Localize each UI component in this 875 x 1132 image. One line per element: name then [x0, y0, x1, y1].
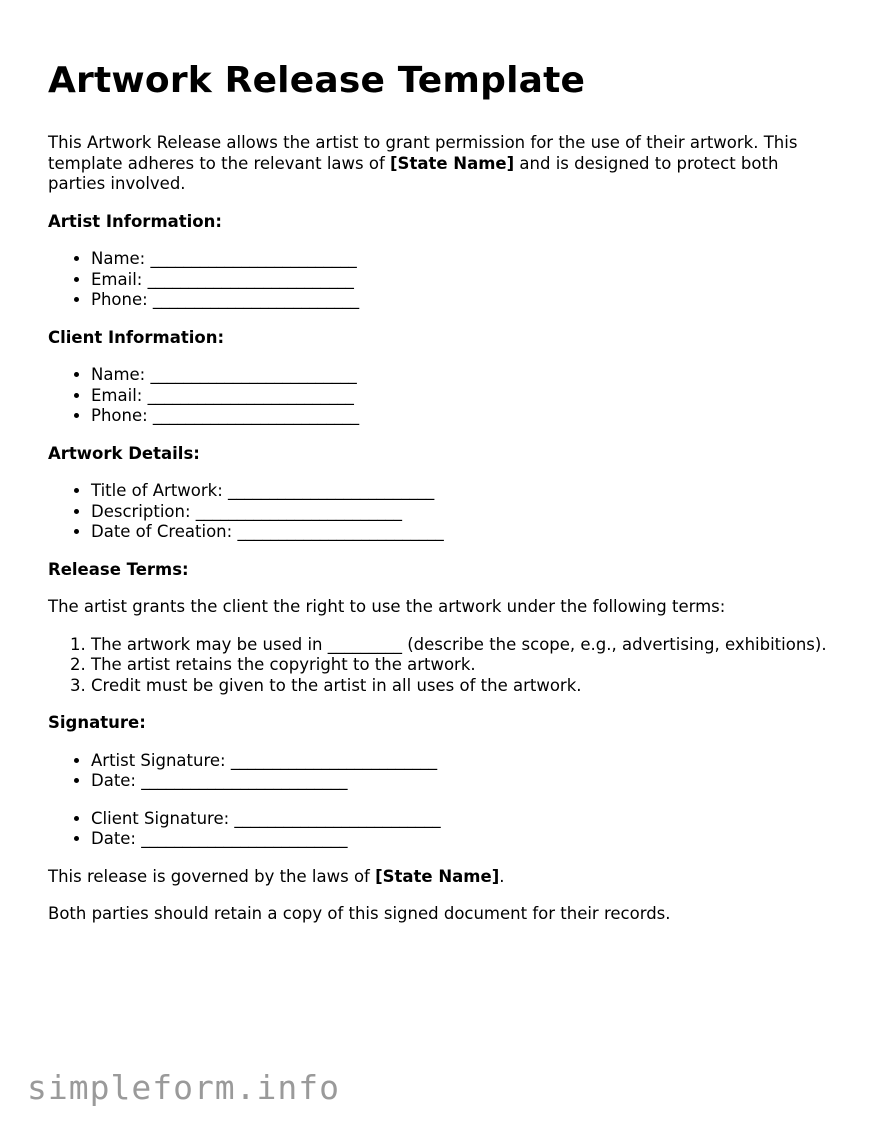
governing-text-before: This release is governed by the laws of	[48, 866, 376, 886]
artwork-date-field: • Date of Creation: _________________________	[91, 522, 838, 543]
artist-email-field: • Email: _________________________	[91, 270, 838, 291]
release-terms-intro: The artist grants the client the right to use the artwork under the following terms:	[48, 597, 726, 616]
client-signature-list	[48, 809, 838, 850]
intro-text-after: and is designed to protect both parties involved.	[48, 153, 779, 193]
document-page	[48, 56, 838, 942]
artwork-details-list	[48, 481, 838, 543]
client-info-list	[48, 365, 838, 427]
governing-state-name: [State Name]	[375, 866, 500, 886]
release-term-item: 3. Credit must be given to the artist in all uses of the artwork.	[91, 676, 838, 697]
artwork-title-field: • Title of Artwork: _________________________	[91, 481, 838, 502]
artist-info-list	[48, 249, 838, 311]
intro-paragraph	[48, 133, 838, 195]
intro-state-name: [State Name]	[390, 153, 515, 173]
release-term-item: 2. The artist retains the copyright to the artwork.	[91, 655, 838, 676]
artist-signature-field: • Artist Signature: _________________________	[91, 751, 838, 772]
client-info-heading: Client Information:	[48, 327, 225, 347]
retain-copy-note: Both parties should retain a copy of this signed document for their records.	[48, 904, 671, 923]
document-title: Artwork Release Template	[48, 60, 586, 101]
watermark-logo: simpleform.info	[27, 1068, 341, 1107]
artist-date-field: • Date: _________________________	[91, 771, 838, 792]
governing-text-after: .	[499, 866, 505, 886]
intro-text-before: This Artwork Release allows the artist to grant permission for the use of their artwork. This template adheres to the relevant laws of	[48, 133, 798, 173]
artwork-details-heading: Artwork Details:	[48, 443, 200, 463]
artist-phone-field: • Phone: _________________________	[91, 290, 838, 311]
release-term-item: 1. The artwork may be used in _________ (describe the scope, e.g., advertising, exhibitions).	[91, 635, 838, 656]
client-name-field: • Name: _________________________	[91, 365, 838, 386]
artist-signature-list	[48, 751, 838, 792]
artist-name-field: • Name: _________________________	[91, 249, 838, 270]
signature-heading: Signature:	[48, 713, 146, 732]
artist-info-heading: Artist Information:	[48, 211, 222, 231]
release-terms-list	[48, 635, 838, 697]
client-date-field: • Date: _________________________	[91, 829, 838, 850]
client-signature-field: • Client Signature: _________________________	[91, 809, 838, 830]
artwork-description-field: • Description: _________________________	[91, 502, 838, 523]
client-email-field: • Email: _________________________	[91, 386, 838, 407]
governing-law-paragraph	[48, 867, 838, 888]
release-terms-heading: Release Terms:	[48, 559, 189, 579]
client-phone-field: • Phone: _________________________	[91, 406, 838, 427]
